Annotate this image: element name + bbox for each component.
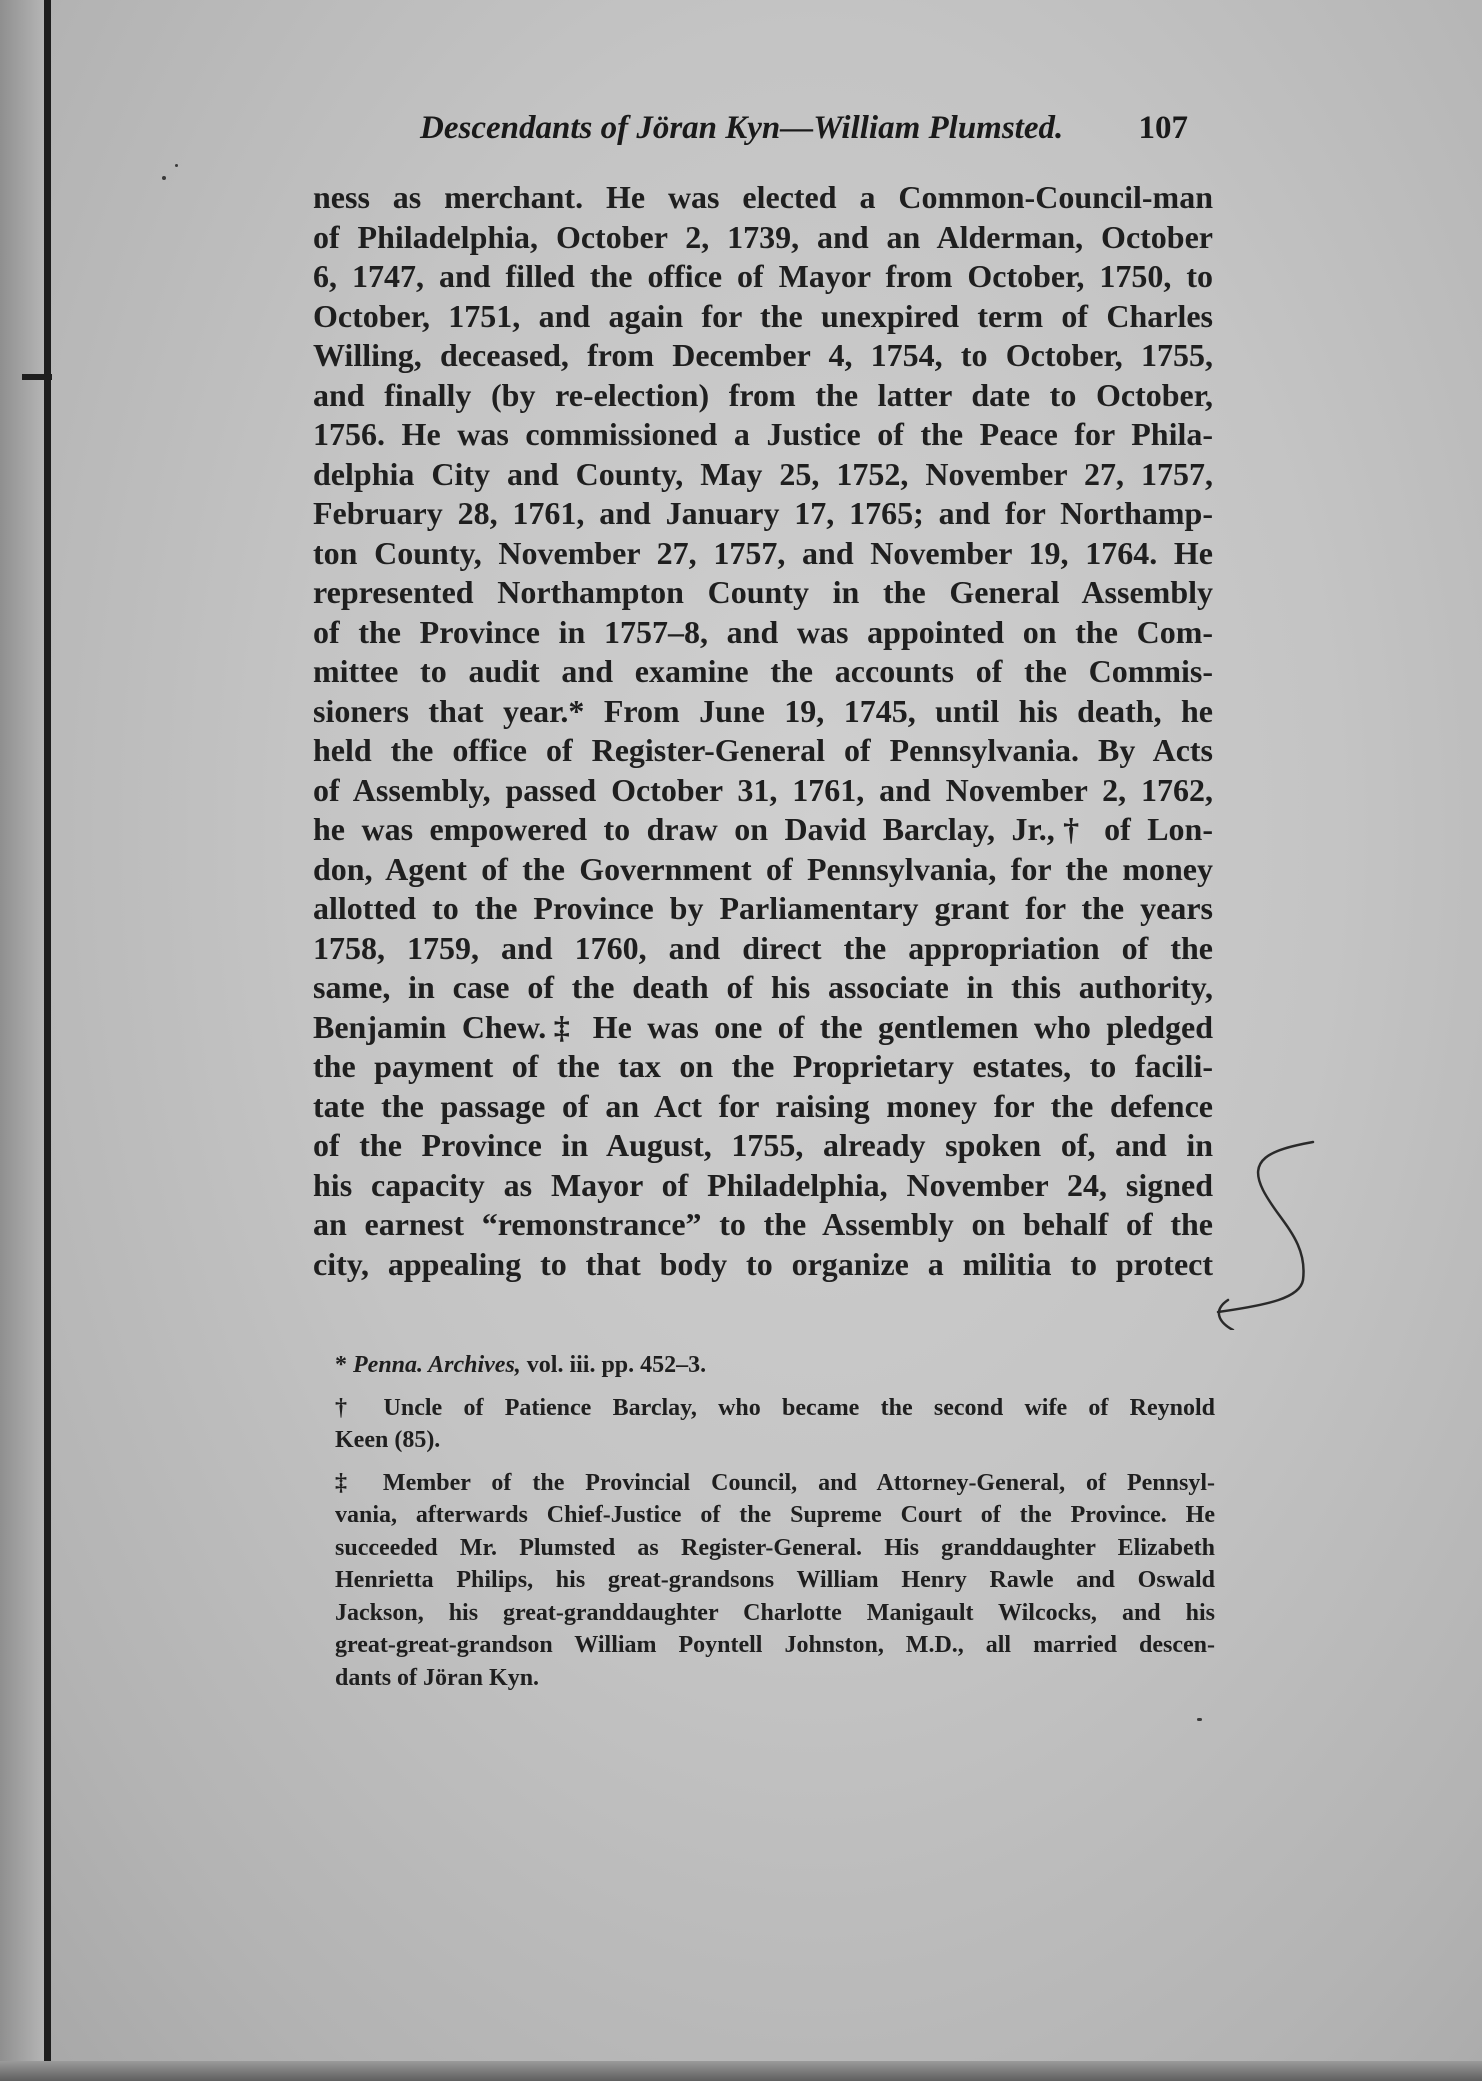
binding-shadow: [0, 0, 44, 2081]
running-title: Descendants of Jöran Kyn—William Plumsted.: [420, 110, 1064, 146]
footnotes: [335, 1349, 1215, 1694]
page-number: 107: [1138, 110, 1188, 146]
footnote-1: [335, 1349, 1215, 1382]
footnote-3-line: succeeded Mr. Plumsted as Register-General. His granddaughter Elizabeth: [335, 1534, 1215, 1561]
footnote-3-line: great-great-grandson William Poyntell Johnston, M.D., all married descen-: [335, 1632, 1215, 1658]
footnote-1-source: Penna. Archives,: [353, 1352, 521, 1378]
body-line: February 28, 1761, and January 17, 1765; and for Northamp-: [313, 495, 1213, 531]
body-line: he was empowered to draw on David Barclay, Jr.,† of Lon-: [313, 811, 1213, 847]
body-line: 1758, 1759, and 1760, and direct the appropriation of the: [313, 929, 1213, 966]
body-line: tate the passage of an Act for raising money for the defence: [313, 1087, 1213, 1124]
speck: [175, 164, 178, 167]
body-line: 1756. He was commissioned a Justice of the Peace for Phila-: [313, 416, 1213, 452]
footnote-2-line: † Uncle of Patience Barclay, who became the second wife of Reynold: [335, 1394, 1215, 1421]
body-line: and finally (by re-election) from the latter date to October,: [313, 376, 1213, 413]
footnote-3-line: vania, afterwards Chief-Justice of the Supreme Court of the Province. He: [335, 1502, 1215, 1528]
body-line: sioners that year.* From June 19, 1745, until his death, he: [313, 692, 1213, 729]
body-line: an earnest “remonstrance” to the Assembly on behalf of the: [313, 1206, 1213, 1242]
body-line: of Philadelphia, October 2, 1739, and an Alderman, October: [313, 218, 1213, 255]
footnote-3-line: ‡ Member of the Provincial Council, and Attorney-General, of Pennsyl-: [335, 1469, 1215, 1496]
body-line: 6, 1747, and filled the office of Mayor from October, 1750, to: [313, 258, 1213, 294]
binding-notch: [22, 374, 52, 380]
footnote-1-text: vol. iii. pp. 452–3.: [526, 1352, 707, 1378]
body-line: represented Northampton County in the General Assembly: [313, 574, 1213, 610]
bottom-edge: [0, 2061, 1482, 2081]
body-line: delphia City and County, May 25, 1752, November 27, 1757,: [313, 455, 1213, 492]
body-line: held the office of Register-General of Pennsylvania. By Acts: [313, 732, 1213, 768]
footnote-3-line: Henrietta Philips, his great-grandsons William Henry Rawle and Oswald: [335, 1567, 1215, 1593]
speck: [1197, 1718, 1202, 1721]
footnote-3-line: Jackson, his great-granddaughter Charlotte Manigault Wilcocks, and his: [335, 1599, 1215, 1626]
body-line: city, appealing to that body to organize a militia to protect: [313, 1245, 1213, 1282]
body-line: ton County, November 27, 1757, and November 19, 1764. He: [313, 534, 1213, 571]
body-line: October, 1751, and again for the unexpired term of Charles: [313, 297, 1213, 334]
body-line: his capacity as Mayor of Philadelphia, November 24, signed: [313, 1166, 1213, 1203]
footnote-2-line: Keen (85).: [335, 1427, 441, 1453]
body-line: allotted to the Province by Parliamentary grant for the years: [313, 890, 1213, 926]
body-line: of Assembly, passed October 31, 1761, and November 2, 1762,: [313, 771, 1213, 808]
body-line: of the Province in 1757–8, and was appointed on the Com-: [313, 613, 1213, 650]
speck: [162, 176, 166, 180]
running-head: [420, 110, 1200, 162]
body-line: the payment of the tax on the Proprietary estates, to facili-: [313, 1048, 1213, 1084]
body-line: mittee to audit and examine the accounts of the Commis-: [313, 653, 1213, 689]
body-line: ness as merchant. He was elected a Common-Council-man: [313, 179, 1213, 215]
body-line: don, Agent of the Government of Pennsylvania, for the money: [313, 850, 1213, 887]
binding-edge: [44, 0, 51, 2081]
footnote-3-line: dants of Jöran Kyn.: [335, 1664, 540, 1691]
body-line: of the Province in August, 1755, already spoken of, and in: [313, 1127, 1213, 1163]
body-line: Benjamin Chew.‡ He was one of the gentlemen who pledged: [313, 1008, 1213, 1045]
pencil-bracket-mark: [1208, 1130, 1328, 1330]
body-text: [313, 178, 1213, 1284]
body-line: Willing, deceased, from December 4, 1754, to October, 1755,: [313, 337, 1213, 373]
body-line: same, in case of the death of his associate in this authority,: [313, 969, 1213, 1005]
footnote-1-mark: *: [335, 1352, 347, 1378]
